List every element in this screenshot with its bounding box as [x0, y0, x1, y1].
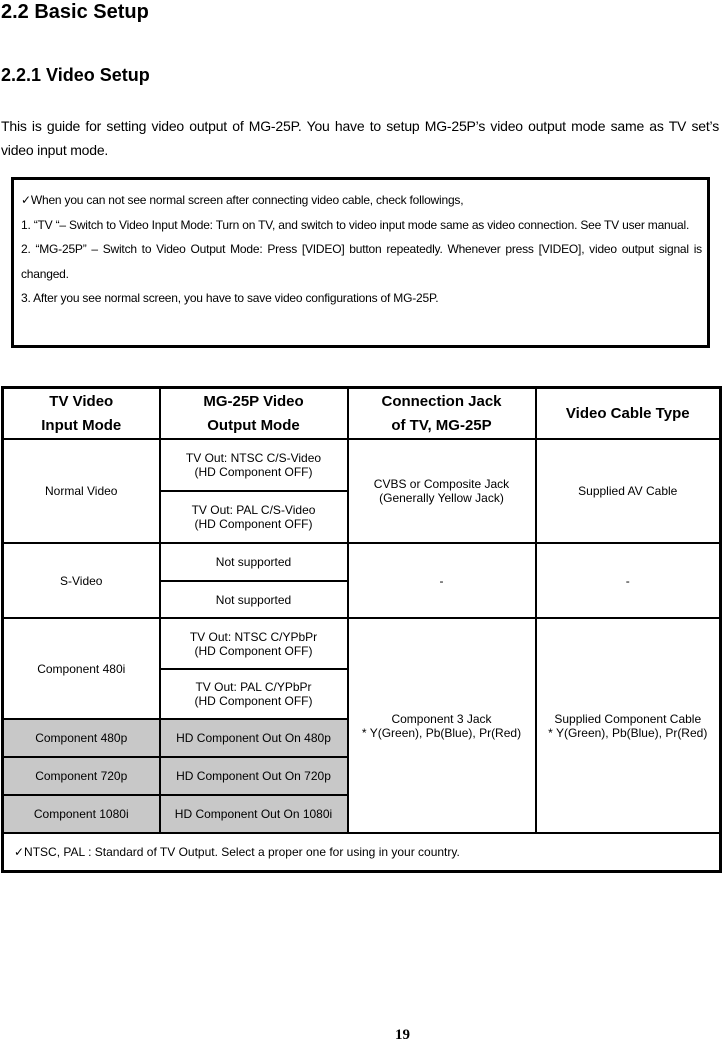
- video-setup-table: [1, 386, 722, 873]
- note-line-intro: ✓When you can not see normal screen after connecting video cable, check followings,: [21, 193, 464, 207]
- header-connection-jack: Connection Jack of TV, MG-25P: [348, 388, 536, 440]
- cable-av: Supplied AV Cable: [536, 439, 721, 543]
- output-hd-720p: HD Component Out On 720p: [160, 757, 348, 795]
- output-pal-cs-video: TV Out: PAL C/S-Video (HD Component OFF): [160, 491, 348, 543]
- table-footnote-row: [3, 833, 721, 872]
- page-number: 19: [395, 1027, 410, 1043]
- cable-component: Supplied Component Cable * Y(Green), Pb(Blue), Pr(Red): [536, 618, 721, 833]
- note-line-3: 3. After you see normal screen, you have to save video configurations of MG-25P.: [21, 291, 439, 305]
- output-hd-1080i: HD Component Out On 1080i: [160, 795, 348, 833]
- table-row: [3, 618, 721, 669]
- table-row: [3, 543, 721, 581]
- input-component-720p: Component 720p: [3, 757, 160, 795]
- output-pal-ypbpr: TV Out: PAL C/YPbPr (HD Component OFF): [160, 669, 348, 719]
- section-heading: 2.2 Basic Setup: [1, 1, 149, 23]
- subsection-heading: 2.2.1 Video Setup: [1, 65, 150, 85]
- troubleshoot-note-box: [11, 177, 710, 348]
- output-not-supported-2: Not supported: [160, 581, 348, 618]
- output-not-supported-1: Not supported: [160, 543, 348, 581]
- input-normal-video: Normal Video: [3, 439, 160, 543]
- input-component-480i: Component 480i: [3, 618, 160, 719]
- note-line-1: 1. “TV “– Switch to Video Input Mode: Turn on TV, and switch to video input mode same as video connection. See TV user manual.: [21, 217, 690, 232]
- header-cable-type: Video Cable Type: [536, 388, 721, 440]
- input-component-1080i: Component 1080i: [3, 795, 160, 833]
- jack-component: Component 3 Jack * Y(Green), Pb(Blue), Pr(Red): [348, 618, 536, 833]
- input-s-video: S-Video: [3, 543, 160, 618]
- jack-cvbs: CVBS or Composite Jack (Generally Yellow Jack): [348, 439, 536, 543]
- intro-paragraph: This is guide for setting video output of MG-25P. You have to setup MG-25P’s video output mode same as TV set’s video input mode.: [1, 118, 719, 158]
- output-ntsc-cs-video: TV Out: NTSC C/S-Video (HD Component OFF): [160, 439, 348, 491]
- jack-s-video: -: [348, 543, 536, 618]
- output-ntsc-ypbpr: TV Out: NTSC C/YPbPr (HD Component OFF): [160, 618, 348, 669]
- footnote-ntsc-pal: ✓NTSC, PAL : Standard of TV Output. Select a proper one for using in your country.: [3, 833, 721, 872]
- header-tv-input: TV Video Input Mode: [3, 388, 160, 440]
- input-component-480p: Component 480p: [3, 719, 160, 757]
- note-line-2: 2. “MG-25P” – Switch to Video Output Mode: Press [VIDEO] button repeatedly. Whenever press [VIDEO], video output signal is changed.: [21, 242, 702, 281]
- cable-s-video: -: [536, 543, 721, 618]
- table-header-row: [3, 388, 721, 440]
- table-row: [3, 439, 721, 491]
- header-output-mode: MG-25P Video Output Mode: [160, 388, 348, 440]
- output-hd-480p: HD Component Out On 480p: [160, 719, 348, 757]
